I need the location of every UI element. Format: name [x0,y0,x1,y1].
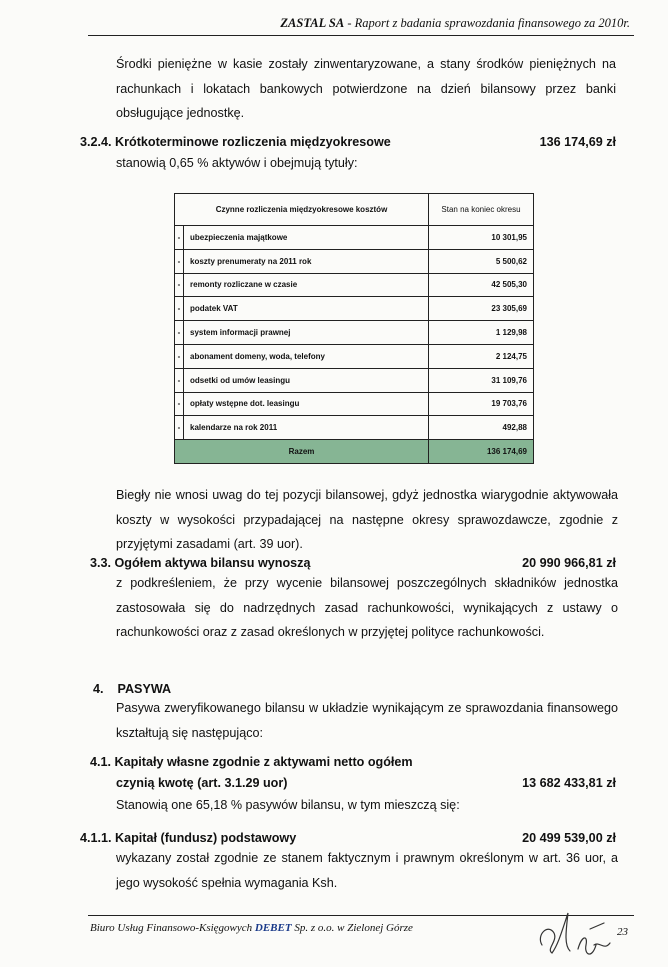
header-company: ZASTAL SA [280,16,345,30]
row-dash: - [175,249,184,273]
accruals-table [174,193,534,464]
row-dash: - [175,344,184,368]
section-number: 4.1.1. [80,831,112,845]
total-label: Razem [175,440,429,464]
section-3-2-4-lead: stanowią 0,65 % aktywów i obejmują tytuły: [116,156,358,170]
section-4-text: Pasywa zweryfikowanego bilansu w układzie wynikającym ze sprawozdania finansowego kształtują się następująco: [116,701,618,740]
row-value: 19 703,76 [429,392,534,416]
table-row [175,226,534,250]
section-4-1-1-amount: 20 499 539,00 zł [522,831,616,845]
footer-prefix: Biuro Usług Finansowo-Księgowych [90,922,253,934]
section-number: 3.2.4. [80,135,112,149]
row-label: koszty prenumeraty na 2011 rok [184,249,429,273]
section-3-3-text: z podkreśleniem, że przy wycenie bilansowej poszczególnych składników jednostka zastosowała się do nadrzędnych zasad rachunkowości, wynikających z ustawy o rachunkowości oraz z zasad określonych w przyjętej polityce rachunkowości. [116,576,618,639]
section-4-heading [93,682,171,696]
section-4-1-text: Stanowią one 65,18 % pasywów bilansu, w tym mieszczą się: [116,798,460,812]
row-label: kalendarze na rok 2011 [184,416,429,440]
section-4-1-amount: 13 682 433,81 zł [522,776,616,790]
section-4-1-heading [90,755,413,769]
page-header [280,16,630,31]
section-title: PASYWA [117,682,172,696]
row-label: opłaty wstępne dot. leasingu [184,392,429,416]
header-rule [88,35,634,36]
section-3-3-heading [90,556,310,570]
footer-brand: DEBET [254,922,292,934]
row-value: 31 109,76 [429,368,534,392]
table-row [175,416,534,440]
page-number: 23 [617,926,628,938]
row-value: 1 129,98 [429,321,534,345]
table-row [175,368,534,392]
row-label: system informacji prawnej [184,321,429,345]
row-dash: - [175,416,184,440]
table-col-value: Stan na koniec okresu [429,194,534,226]
signature-mark [528,905,618,965]
total-value: 136 174,69 [429,440,534,464]
row-value: 42 505,30 [429,273,534,297]
auditor-comment-paragraph: Biegły nie wnosi uwag do tej pozycji bilansowej, gdyż jednostka wiarygodnie aktywowała koszty w wysokości przypadającej na następne okresy sprawozdawcze, zgodnie z przyjętymi zasadami (art. 39 uor). [116,488,618,551]
row-label: podatek VAT [184,297,429,321]
row-dash: - [175,226,184,250]
row-dash: - [175,392,184,416]
section-4-1-title-line2: czynią kwotę (art. 3.1.29 uor) [116,776,288,790]
row-value: 5 500,62 [429,249,534,273]
section-number: 4. [93,682,104,696]
section-4-1-1-text: wykazany został zgodnie ze stanem faktycznym i prawnym określonym w art. 36 uor, a jego wysokość spełnia wymagania Ksh. [116,851,618,890]
section-title: Ogółem aktywa bilansu wynoszą [114,556,311,570]
header-subtitle: - Raport z badania sprawozdania finansowego za 2010r. [347,16,630,30]
section-3-2-4-amount: 136 174,69 zł [539,135,616,149]
table-row [175,344,534,368]
page-footer [90,922,413,934]
section-title: Krótkoterminowe rozliczenia międzyokresowe [115,135,391,149]
row-value: 10 301,95 [429,226,534,250]
table-row [175,321,534,345]
table-row [175,249,534,273]
row-label: odsetki od umów leasingu [184,368,429,392]
section-number: 4.1. [90,755,112,769]
row-label: remonty rozliczane w czasie [184,273,429,297]
section-3-2-4-heading [80,135,391,149]
row-value: 2 124,75 [429,344,534,368]
table-total-row [175,440,534,464]
footer-suffix: Sp. z o.o. w Zielonej Górze [294,922,413,934]
row-dash: - [175,273,184,297]
row-dash: - [175,368,184,392]
table-row [175,273,534,297]
intro-paragraph: Środki pieniężne w kasie zostały zinwentaryzowane, a stany środków pieniężnych na rachunkach i lokatach bankowych potwierdzone na dzień bilansowy przez banki obsługujące jednostkę. [116,57,616,120]
table-col-label: Czynne rozliczenia międzyokresowe kosztów [175,194,429,226]
table-header-row [175,194,534,226]
section-title: Kapitał (fundusz) podstawowy [115,831,297,845]
row-dash: - [175,321,184,345]
row-value: 492,88 [429,416,534,440]
table-row [175,392,534,416]
section-title-line1: Kapitały własne zgodnie z aktywami netto ogółem [114,755,413,769]
row-value: 23 305,69 [429,297,534,321]
section-4-1-1-heading [80,831,296,845]
section-3-3-amount: 20 990 966,81 zł [522,556,616,570]
row-label: ubezpieczenia majątkowe [184,226,429,250]
row-label: abonament domeny, woda, telefony [184,344,429,368]
row-dash: - [175,297,184,321]
section-number: 3.3. [90,556,112,570]
table-row [175,297,534,321]
